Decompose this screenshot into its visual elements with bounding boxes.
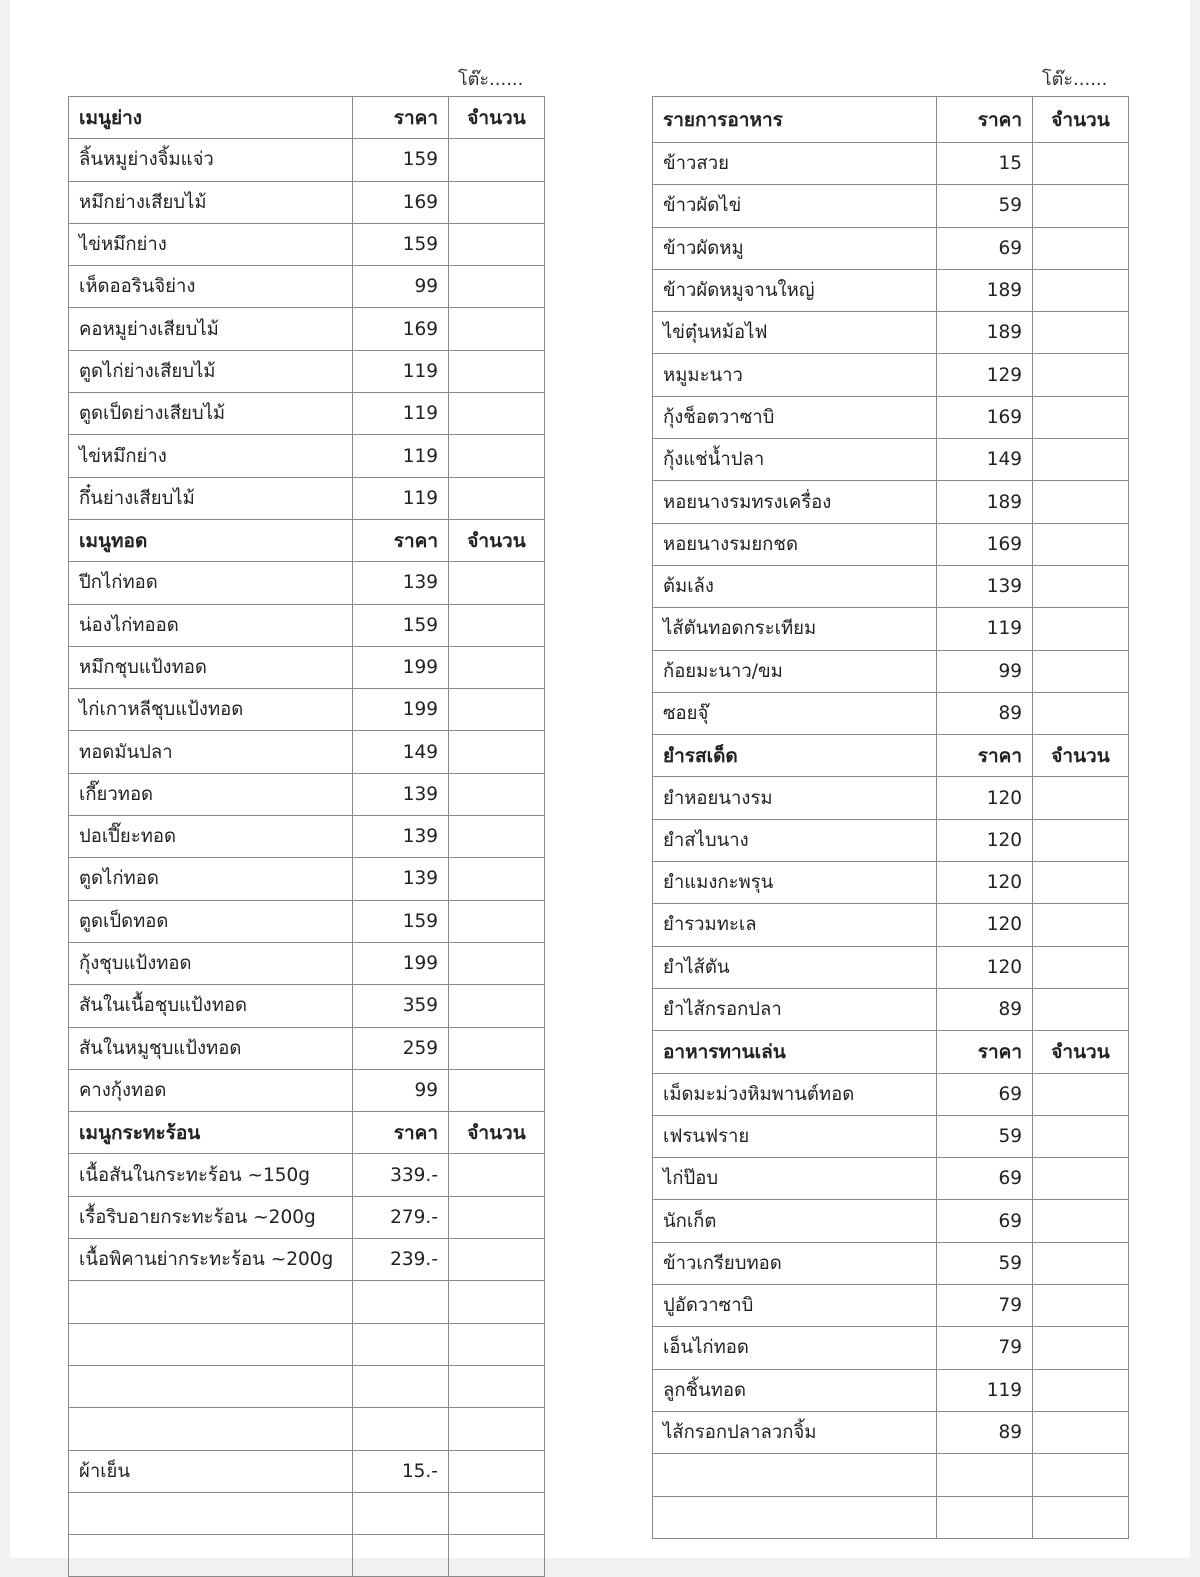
menu-item-name: ก้อยมะนาว/ขม bbox=[653, 650, 937, 692]
menu-item-name: ไก่เกาหลีชุบแป้งทอด bbox=[69, 689, 353, 731]
menu-item-price: 15 bbox=[937, 143, 1033, 185]
menu-item-row bbox=[69, 350, 545, 392]
menu-item-price bbox=[937, 1496, 1033, 1538]
menu-item-price: 149 bbox=[937, 439, 1033, 481]
quantity-cell[interactable] bbox=[449, 139, 545, 181]
quantity-cell[interactable] bbox=[449, 1535, 545, 1577]
menu-item-price: 99 bbox=[353, 266, 449, 308]
quantity-cell[interactable] bbox=[449, 435, 545, 477]
menu-item-price: 69 bbox=[937, 1200, 1033, 1242]
menu-item-price: 139 bbox=[353, 773, 449, 815]
menu-item-row bbox=[653, 185, 1129, 227]
menu-item-row bbox=[653, 1073, 1129, 1115]
menu-item-price: 239.- bbox=[353, 1239, 449, 1281]
menu-item-row bbox=[69, 477, 545, 519]
quantity-cell[interactable] bbox=[1033, 523, 1129, 565]
menu-item-name: ไข่หมึกย่าง bbox=[69, 435, 353, 477]
menu-item-price: 89 bbox=[937, 692, 1033, 734]
menu-item-name: ลิ้นหมูย่างจิ้มแจ่ว bbox=[69, 139, 353, 181]
menu-item-row bbox=[69, 604, 545, 646]
menu-item-row bbox=[69, 393, 545, 435]
menu-item-name: ยำแมงกะพรุน bbox=[653, 862, 937, 904]
quantity-cell[interactable] bbox=[449, 816, 545, 858]
menu-item-row bbox=[653, 354, 1129, 396]
menu-item-row bbox=[69, 139, 545, 181]
menu-item-row bbox=[653, 1158, 1129, 1200]
menu-item-name bbox=[69, 1323, 353, 1365]
quantity-cell[interactable] bbox=[1033, 946, 1129, 988]
quantity-cell[interactable] bbox=[449, 477, 545, 519]
menu-item-name bbox=[69, 1365, 353, 1407]
quantity-cell[interactable] bbox=[449, 1154, 545, 1196]
quantity-cell[interactable] bbox=[449, 393, 545, 435]
menu-item-price: 69 bbox=[937, 1158, 1033, 1200]
menu-item-name: คอหมูย่างเสียบไม้ bbox=[69, 308, 353, 350]
menu-item-name: เนื้อพิคานย่ากระทะร้อน ~200g bbox=[69, 1239, 353, 1281]
menu-item-name bbox=[653, 1454, 937, 1496]
quantity-cell[interactable] bbox=[449, 308, 545, 350]
menu-item-row bbox=[69, 1365, 545, 1407]
quantity-cell[interactable] bbox=[1033, 904, 1129, 946]
menu-item-name bbox=[69, 1281, 353, 1323]
menu-item-name: ไก่ป๊อบ bbox=[653, 1158, 937, 1200]
menu-item-name: เรื้อริบอายกระทะร้อน ~200g bbox=[69, 1196, 353, 1238]
section-title: เมนูทอด bbox=[69, 519, 353, 561]
menu-item-name bbox=[653, 1496, 937, 1538]
quantity-cell[interactable] bbox=[449, 1239, 545, 1281]
left-table-number-label: โต๊ะ...... bbox=[458, 69, 524, 90]
menu-item-price: 59 bbox=[937, 185, 1033, 227]
menu-item-name: ยำไส้ตัน bbox=[653, 946, 937, 988]
quantity-column-header: จำนวน bbox=[449, 519, 545, 561]
price-column-header: ราคา bbox=[353, 519, 449, 561]
menu-item-price: 119 bbox=[937, 608, 1033, 650]
quantity-cell[interactable] bbox=[1033, 565, 1129, 607]
menu-item-name bbox=[69, 1492, 353, 1534]
menu-item-name: หมึกย่างเสียบไม้ bbox=[69, 181, 353, 223]
quantity-column-header: จำนวน bbox=[449, 1112, 545, 1154]
quantity-cell[interactable] bbox=[1033, 777, 1129, 819]
menu-item-price: 139 bbox=[353, 858, 449, 900]
quantity-cell[interactable] bbox=[449, 942, 545, 984]
quantity-cell[interactable] bbox=[449, 266, 545, 308]
menu-item-name: ไส้กรอกปลาลวกจิ้ม bbox=[653, 1411, 937, 1453]
menu-item-name: ผ้าเย็น bbox=[69, 1450, 353, 1492]
menu-item-price bbox=[353, 1365, 449, 1407]
quantity-cell[interactable] bbox=[1033, 1285, 1129, 1327]
menu-item-price: 159 bbox=[353, 139, 449, 181]
menu-item-price: 139 bbox=[353, 816, 449, 858]
menu-item-price: 15.- bbox=[353, 1450, 449, 1492]
menu-item-name: เฟรนฟราย bbox=[653, 1115, 937, 1157]
menu-item-name: กุ้งชุบแป้งทอด bbox=[69, 942, 353, 984]
menu-item-name: ข้าวผัดหมูจานใหญ่ bbox=[653, 269, 937, 311]
menu-item-price bbox=[353, 1535, 449, 1577]
quantity-cell[interactable] bbox=[449, 900, 545, 942]
menu-item-row bbox=[69, 1535, 545, 1577]
menu-item-name: ปีกไก่ทอด bbox=[69, 562, 353, 604]
menu-item-price bbox=[937, 1454, 1033, 1496]
menu-item-row bbox=[69, 223, 545, 265]
menu-item-name: ยำรวมทะเล bbox=[653, 904, 937, 946]
quantity-cell[interactable] bbox=[449, 1365, 545, 1407]
price-column-header: ราคา bbox=[937, 735, 1033, 777]
menu-item-price: 59 bbox=[937, 1242, 1033, 1284]
menu-item-price: 199 bbox=[353, 942, 449, 984]
menu-item-row bbox=[69, 562, 545, 604]
quantity-column-header: จำนวน bbox=[1033, 735, 1129, 777]
menu-item-row bbox=[69, 181, 545, 223]
menu-item-name: ไข่หมึกย่าง bbox=[69, 223, 353, 265]
quantity-column-header: จำนวน bbox=[449, 97, 545, 139]
menu-item-name: สันในเนื้อชุบแป้งทอด bbox=[69, 985, 353, 1027]
quantity-cell[interactable] bbox=[449, 1069, 545, 1111]
quantity-cell[interactable] bbox=[1033, 227, 1129, 269]
quantity-cell[interactable] bbox=[449, 646, 545, 688]
quantity-cell[interactable] bbox=[449, 223, 545, 265]
menu-item-name: กึ๋นย่างเสียบไม้ bbox=[69, 477, 353, 519]
menu-item-price: 169 bbox=[353, 308, 449, 350]
menu-item-row bbox=[653, 1285, 1129, 1327]
menu-item-row bbox=[69, 1408, 545, 1450]
menu-item-name: เม็ดมะม่วงหิมพานต์ทอด bbox=[653, 1073, 937, 1115]
menu-item-row bbox=[69, 266, 545, 308]
menu-item-price: 169 bbox=[937, 523, 1033, 565]
menu-item-row bbox=[69, 942, 545, 984]
menu-item-row bbox=[653, 396, 1129, 438]
quantity-cell[interactable] bbox=[449, 604, 545, 646]
menu-item-row bbox=[69, 1450, 545, 1492]
menu-item-name: ไส้ตันทอดกระเทียม bbox=[653, 608, 937, 650]
menu-item-row bbox=[69, 435, 545, 477]
quantity-cell[interactable] bbox=[1033, 988, 1129, 1030]
menu-item-price: 159 bbox=[353, 604, 449, 646]
quantity-cell[interactable] bbox=[1033, 1073, 1129, 1115]
quantity-cell[interactable] bbox=[449, 562, 545, 604]
menu-item-row bbox=[653, 904, 1129, 946]
menu-item-row bbox=[653, 565, 1129, 607]
menu-item-price: 69 bbox=[937, 227, 1033, 269]
quantity-cell[interactable] bbox=[1033, 608, 1129, 650]
menu-item-row bbox=[653, 227, 1129, 269]
menu-item-price: 149 bbox=[353, 731, 449, 773]
menu-item-name: ข้าวผัดหมู bbox=[653, 227, 937, 269]
menu-item-name: ตูดไก่ทอด bbox=[69, 858, 353, 900]
section-title: รายการอาหาร bbox=[653, 97, 937, 143]
price-column-header: ราคา bbox=[353, 1112, 449, 1154]
menu-item-row bbox=[653, 1411, 1129, 1453]
menu-order-sheet bbox=[10, 0, 1190, 1558]
quantity-cell[interactable] bbox=[1033, 1496, 1129, 1538]
quantity-cell[interactable] bbox=[1033, 819, 1129, 861]
menu-item-price: 119 bbox=[353, 477, 449, 519]
menu-item-row bbox=[69, 308, 545, 350]
quantity-cell[interactable] bbox=[1033, 692, 1129, 734]
menu-item-row bbox=[653, 1454, 1129, 1496]
menu-item-row bbox=[69, 646, 545, 688]
quantity-cell[interactable] bbox=[1033, 1327, 1129, 1369]
menu-item-name: สันในหมูชุบแป้งทอด bbox=[69, 1027, 353, 1069]
quantity-column-header: จำนวน bbox=[1033, 97, 1129, 143]
menu-item-name: ลูกชิ้นทอด bbox=[653, 1369, 937, 1411]
menu-item-price: 89 bbox=[937, 988, 1033, 1030]
menu-item-name: หมึกชุบแป้งทอด bbox=[69, 646, 353, 688]
menu-item-price: 89 bbox=[937, 1411, 1033, 1453]
menu-item-price: 259 bbox=[353, 1027, 449, 1069]
quantity-cell[interactable] bbox=[1033, 312, 1129, 354]
section-title: เมนูย่าง bbox=[69, 97, 353, 139]
menu-item-name: ไข่ตุ๋นหม้อไฟ bbox=[653, 312, 937, 354]
menu-item-price: 189 bbox=[937, 312, 1033, 354]
menu-item-row bbox=[69, 858, 545, 900]
quantity-cell[interactable] bbox=[449, 1492, 545, 1534]
menu-item-row bbox=[69, 1492, 545, 1534]
menu-item-name: ตูดไก่ย่างเสียบไม้ bbox=[69, 350, 353, 392]
menu-item-row bbox=[653, 777, 1129, 819]
menu-item-price: 159 bbox=[353, 223, 449, 265]
price-column-header: ราคา bbox=[937, 1031, 1033, 1073]
right-table-number-label: โต๊ะ...... bbox=[1042, 69, 1108, 90]
menu-item-row bbox=[69, 1239, 545, 1281]
menu-item-row bbox=[69, 689, 545, 731]
menu-item-row bbox=[653, 1327, 1129, 1369]
quantity-cell[interactable] bbox=[449, 1196, 545, 1238]
menu-item-name: ตูดเป็ดทอด bbox=[69, 900, 353, 942]
menu-item-row bbox=[653, 692, 1129, 734]
section-header-row bbox=[653, 1031, 1129, 1073]
quantity-cell[interactable] bbox=[1033, 862, 1129, 904]
menu-item-row bbox=[653, 1115, 1129, 1157]
section-header-row bbox=[653, 735, 1129, 777]
quantity-column-header: จำนวน bbox=[1033, 1031, 1129, 1073]
menu-item-row bbox=[653, 862, 1129, 904]
menu-item-row bbox=[69, 1281, 545, 1323]
quantity-cell[interactable] bbox=[449, 1281, 545, 1323]
menu-item-price: 169 bbox=[353, 181, 449, 223]
menu-item-name: ตูดเป็ดย่างเสียบไม้ bbox=[69, 393, 353, 435]
quantity-cell[interactable] bbox=[449, 1450, 545, 1492]
quantity-cell[interactable] bbox=[1033, 185, 1129, 227]
quantity-cell[interactable] bbox=[449, 181, 545, 223]
section-header-row bbox=[69, 97, 545, 139]
menu-item-price: 79 bbox=[937, 1285, 1033, 1327]
menu-item-row bbox=[653, 988, 1129, 1030]
quantity-cell[interactable] bbox=[449, 1408, 545, 1450]
menu-item-row bbox=[653, 819, 1129, 861]
quantity-cell[interactable] bbox=[1033, 1411, 1129, 1453]
quantity-cell[interactable] bbox=[449, 858, 545, 900]
menu-item-price: 120 bbox=[937, 946, 1033, 988]
left-menu-table bbox=[68, 96, 545, 1577]
menu-item-name: ต้มเล้ง bbox=[653, 565, 937, 607]
quantity-cell[interactable] bbox=[1033, 354, 1129, 396]
menu-item-name: เอ็นไก่ทอด bbox=[653, 1327, 937, 1369]
menu-item-price: 59 bbox=[937, 1115, 1033, 1157]
quantity-cell[interactable] bbox=[1033, 1369, 1129, 1411]
menu-item-row bbox=[653, 1369, 1129, 1411]
menu-item-price: 359 bbox=[353, 985, 449, 1027]
quantity-cell[interactable] bbox=[1033, 269, 1129, 311]
quantity-cell[interactable] bbox=[449, 689, 545, 731]
menu-item-name: น่องไก่ทออด bbox=[69, 604, 353, 646]
quantity-cell[interactable] bbox=[1033, 396, 1129, 438]
menu-item-row bbox=[69, 731, 545, 773]
menu-item-row bbox=[653, 143, 1129, 185]
menu-item-price: 69 bbox=[937, 1073, 1033, 1115]
menu-item-row bbox=[69, 900, 545, 942]
quantity-cell[interactable] bbox=[449, 731, 545, 773]
menu-item-row bbox=[653, 1200, 1129, 1242]
menu-item-row bbox=[653, 608, 1129, 650]
quantity-cell[interactable] bbox=[1033, 439, 1129, 481]
quantity-cell[interactable] bbox=[449, 773, 545, 815]
menu-item-price: 99 bbox=[353, 1069, 449, 1111]
quantity-cell[interactable] bbox=[449, 985, 545, 1027]
quantity-cell[interactable] bbox=[1033, 1454, 1129, 1496]
menu-item-row bbox=[69, 1154, 545, 1196]
menu-item-price: 119 bbox=[353, 350, 449, 392]
menu-item-name: กุ้งช็อตวาซาบิ bbox=[653, 396, 937, 438]
menu-item-row bbox=[653, 650, 1129, 692]
menu-item-price: 169 bbox=[937, 396, 1033, 438]
menu-item-name: หอยนางรมทรงเครื่อง bbox=[653, 481, 937, 523]
menu-item-price: 339.- bbox=[353, 1154, 449, 1196]
section-title: ยำรสเด็ด bbox=[653, 735, 937, 777]
price-column-header: ราคา bbox=[353, 97, 449, 139]
menu-item-price: 139 bbox=[353, 562, 449, 604]
menu-item-name bbox=[69, 1535, 353, 1577]
quantity-cell[interactable] bbox=[449, 350, 545, 392]
menu-item-name: ทอดมันปลา bbox=[69, 731, 353, 773]
menu-item-price bbox=[353, 1323, 449, 1365]
menu-item-price: 129 bbox=[937, 354, 1033, 396]
menu-item-row bbox=[69, 985, 545, 1027]
menu-item-row bbox=[653, 1242, 1129, 1284]
right-menu-table bbox=[652, 96, 1129, 1539]
menu-item-name bbox=[69, 1408, 353, 1450]
quantity-cell[interactable] bbox=[449, 1323, 545, 1365]
quantity-cell[interactable] bbox=[1033, 1158, 1129, 1200]
menu-item-row bbox=[69, 1196, 545, 1238]
menu-item-row bbox=[69, 1027, 545, 1069]
menu-item-row bbox=[653, 946, 1129, 988]
menu-item-name: ข้าวเกรียบทอด bbox=[653, 1242, 937, 1284]
menu-item-price bbox=[353, 1281, 449, 1323]
menu-item-row bbox=[69, 1323, 545, 1365]
menu-item-row bbox=[653, 523, 1129, 565]
menu-item-row bbox=[653, 1496, 1129, 1538]
menu-item-price: 119 bbox=[353, 435, 449, 477]
quantity-cell[interactable] bbox=[1033, 1242, 1129, 1284]
quantity-cell[interactable] bbox=[449, 1027, 545, 1069]
menu-item-name: ข้าวสวย bbox=[653, 143, 937, 185]
menu-item-price: 99 bbox=[937, 650, 1033, 692]
quantity-cell[interactable] bbox=[1033, 1115, 1129, 1157]
menu-item-row bbox=[653, 269, 1129, 311]
section-header-row bbox=[69, 519, 545, 561]
menu-item-price: 120 bbox=[937, 777, 1033, 819]
section-title: เมนูกระทะร้อน bbox=[69, 1112, 353, 1154]
quantity-cell[interactable] bbox=[1033, 143, 1129, 185]
menu-item-name: เกี๊ยวทอด bbox=[69, 773, 353, 815]
quantity-cell[interactable] bbox=[1033, 1200, 1129, 1242]
menu-item-price: 189 bbox=[937, 481, 1033, 523]
menu-item-price: 189 bbox=[937, 269, 1033, 311]
quantity-cell[interactable] bbox=[1033, 481, 1129, 523]
menu-item-name: เห็ดออรินจิย่าง bbox=[69, 266, 353, 308]
menu-item-name: ยำไส้กรอกปลา bbox=[653, 988, 937, 1030]
price-column-header: ราคา bbox=[937, 97, 1033, 143]
menu-item-name: ซอยจุ๊ bbox=[653, 692, 937, 734]
menu-item-price: 79 bbox=[937, 1327, 1033, 1369]
menu-item-price bbox=[353, 1492, 449, 1534]
menu-item-name: หอยนางรมยกชด bbox=[653, 523, 937, 565]
menu-item-price: 119 bbox=[353, 393, 449, 435]
menu-item-name: ยำหอยนางรม bbox=[653, 777, 937, 819]
menu-item-price: 279.- bbox=[353, 1196, 449, 1238]
menu-item-price: 159 bbox=[353, 900, 449, 942]
menu-item-name: ปูอัดวาซาบิ bbox=[653, 1285, 937, 1327]
menu-item-price: 120 bbox=[937, 862, 1033, 904]
menu-item-price: 120 bbox=[937, 819, 1033, 861]
quantity-cell[interactable] bbox=[1033, 650, 1129, 692]
menu-item-row bbox=[653, 481, 1129, 523]
section-header-row bbox=[69, 1112, 545, 1154]
menu-item-name: ปอเปี๊ยะทอด bbox=[69, 816, 353, 858]
menu-item-name: กุ้งแช่น้ำปลา bbox=[653, 439, 937, 481]
menu-item-row bbox=[69, 816, 545, 858]
menu-item-price: 120 bbox=[937, 904, 1033, 946]
menu-item-name: นักเก็ต bbox=[653, 1200, 937, 1242]
menu-item-row bbox=[653, 439, 1129, 481]
menu-item-name: คางกุ้งทอด bbox=[69, 1069, 353, 1111]
menu-item-name: หมูมะนาว bbox=[653, 354, 937, 396]
menu-item-price bbox=[353, 1408, 449, 1450]
menu-item-row bbox=[69, 773, 545, 815]
menu-item-price: 139 bbox=[937, 565, 1033, 607]
menu-item-name: ข้าวผัดไข่ bbox=[653, 185, 937, 227]
section-title: อาหารทานเล่น bbox=[653, 1031, 937, 1073]
menu-item-name: เนื้อสันในกระทะร้อน ~150g bbox=[69, 1154, 353, 1196]
menu-item-row bbox=[69, 1069, 545, 1111]
menu-item-price: 119 bbox=[937, 1369, 1033, 1411]
section-header-row bbox=[653, 97, 1129, 143]
menu-item-price: 199 bbox=[353, 646, 449, 688]
menu-item-price: 199 bbox=[353, 689, 449, 731]
menu-item-row bbox=[653, 312, 1129, 354]
menu-item-name: ยำสไบนาง bbox=[653, 819, 937, 861]
